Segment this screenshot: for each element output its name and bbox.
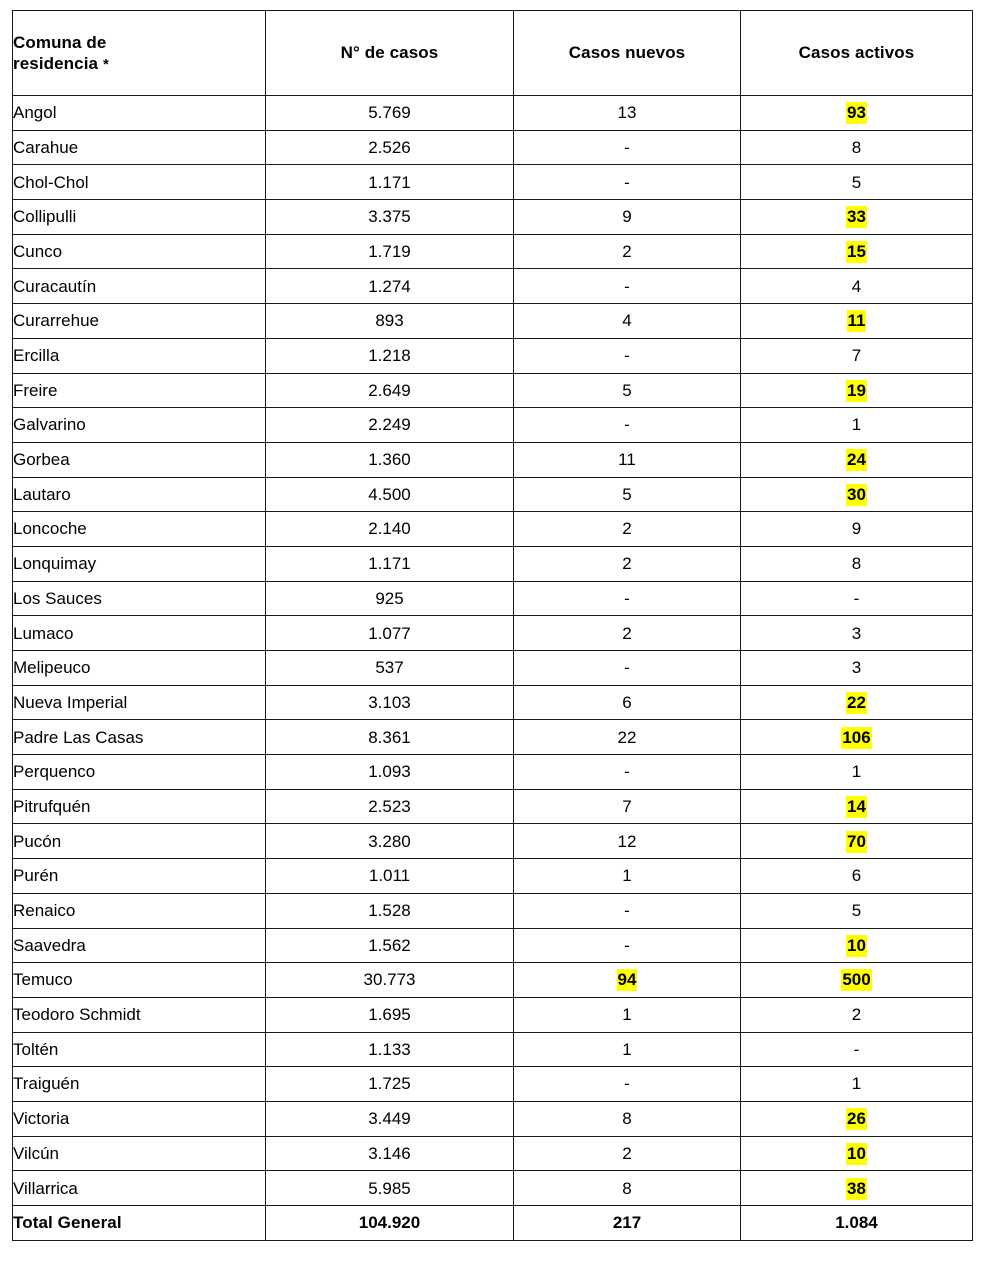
highlighted-value: 19: [847, 380, 866, 400]
casos-nuevos-cell: [514, 651, 741, 686]
casos-nuevos-cell: [514, 755, 741, 790]
casos-nuevos-cell: [514, 512, 741, 547]
value: 11: [618, 450, 636, 470]
total-casos-cell: [266, 581, 514, 616]
column-header-comuna: [13, 11, 266, 96]
table-row: [13, 893, 973, 928]
casos-activos-cell: [741, 1136, 973, 1171]
comuna-name-cell: Lumaco: [13, 616, 266, 651]
total-casos-cell: [266, 408, 514, 443]
casos-nuevos-cell: [514, 304, 741, 339]
total-casos-cell: [266, 616, 514, 651]
value: 7: [851, 346, 862, 366]
value: 9: [622, 207, 632, 227]
comuna-name-cell: Curacautín: [13, 269, 266, 304]
casos-nuevos-cell: [514, 789, 741, 824]
highlighted-value: 22: [847, 692, 866, 712]
casos-activos-cell: [741, 442, 973, 477]
casos-activos-cell: [741, 96, 973, 131]
table-row: [13, 651, 973, 686]
value: 2.249: [368, 415, 411, 435]
casos-activos-cell: [741, 616, 973, 651]
casos-nuevos-cell: [514, 408, 741, 443]
value: -: [624, 137, 630, 157]
comuna-name-cell: Teodoro Schmidt: [13, 997, 266, 1032]
value: 2: [622, 623, 632, 643]
value: 1.133: [368, 1039, 411, 1059]
casos-activos-cell: [741, 477, 973, 512]
total-casos-cell: [266, 859, 514, 894]
comuna-name-cell: Pucón: [13, 824, 266, 859]
table-row: [13, 512, 973, 547]
casos-activos-cell: [741, 685, 973, 720]
table-row: [13, 720, 973, 755]
table-row: [13, 685, 973, 720]
casos-activos-cell: [741, 1067, 973, 1102]
value: -: [624, 588, 630, 608]
total-casos-cell: [266, 1101, 514, 1136]
value: -: [624, 658, 630, 678]
casos-activos-cell: [741, 130, 973, 165]
value: 3: [851, 658, 862, 678]
casos-activos-cell: [741, 581, 973, 616]
casos-nuevos-cell: [514, 859, 741, 894]
total-casos-cell: [266, 651, 514, 686]
value: -: [624, 762, 630, 782]
value: 1.077: [368, 623, 411, 643]
total-casos-cell: [266, 720, 514, 755]
comuna-name-cell: Vilcún: [13, 1136, 266, 1171]
casos-nuevos-cell: [514, 477, 741, 512]
value: 8: [622, 1178, 632, 1198]
value: -: [624, 276, 630, 296]
comuna-name-cell: Villarrica: [13, 1171, 266, 1206]
table-row: [13, 581, 973, 616]
value: 1.093: [368, 762, 411, 782]
table-row: [13, 824, 973, 859]
table-row: [13, 997, 973, 1032]
casos-nuevos-cell: [514, 1171, 741, 1206]
value: 2.523: [368, 796, 411, 816]
value: 3.449: [368, 1109, 411, 1129]
casos-nuevos-cell: [514, 720, 741, 755]
total-casos-total-cell: 104.920: [266, 1206, 514, 1241]
value: 5.769: [368, 103, 411, 123]
column-header-comuna-line2: [13, 53, 265, 75]
value: 13: [617, 103, 637, 123]
total-row: [13, 1206, 973, 1241]
value: -: [624, 901, 630, 921]
value: 1: [851, 762, 862, 782]
casos-activos-cell: [741, 963, 973, 998]
comuna-name-cell: Chol-Chol: [13, 165, 266, 200]
casos-nuevos-cell: [514, 616, 741, 651]
casos-nuevos-cell: [514, 893, 741, 928]
value: 925: [375, 588, 404, 608]
total-casos-cell: [266, 1171, 514, 1206]
casos-activos-cell: [741, 997, 973, 1032]
comuna-name-cell: Pitrufquén: [13, 789, 266, 824]
value: 1.562: [368, 935, 411, 955]
total-casos-cell: [266, 477, 514, 512]
value: 7: [622, 796, 632, 816]
casos-nuevos-cell: [514, 442, 741, 477]
column-header-comuna-text: residencia: [13, 53, 99, 73]
table-row: [13, 338, 973, 373]
value: 12: [617, 831, 637, 851]
value: 1: [622, 866, 632, 886]
highlighted-value: 93: [847, 103, 866, 123]
casos-nuevos-cell: [514, 1136, 741, 1171]
total-casos-cell: [266, 755, 514, 790]
value: 5: [622, 484, 632, 504]
value: 8: [851, 554, 862, 574]
value: 2.526: [368, 137, 411, 157]
table-row: [13, 130, 973, 165]
comuna-name-cell: Ercilla: [13, 338, 266, 373]
table-body: [13, 96, 973, 1241]
comuna-name-cell: Victoria: [13, 1101, 266, 1136]
casos-activos-cell: [741, 1171, 973, 1206]
casos-activos-cell: [741, 720, 973, 755]
value: 1: [851, 415, 862, 435]
casos-activos-cell: [741, 373, 973, 408]
value: 2.649: [368, 380, 411, 400]
total-casos-cell: [266, 304, 514, 339]
comuna-name-cell: Renaico: [13, 893, 266, 928]
casos-activos-cell: [741, 651, 973, 686]
value: -: [624, 1074, 630, 1094]
highlighted-value: 11: [847, 311, 866, 331]
total-casos-cell: [266, 165, 514, 200]
highlighted-value: 33: [847, 207, 866, 227]
comuna-name-cell: Cunco: [13, 234, 266, 269]
casos-nuevos-cell: [514, 963, 741, 998]
casos-activos-cell: [741, 546, 973, 581]
table-row: [13, 963, 973, 998]
comuna-name-cell: Nueva Imperial: [13, 685, 266, 720]
table-row: [13, 928, 973, 963]
casos-nuevos-cell: [514, 130, 741, 165]
highlighted-value: 10: [847, 1143, 866, 1163]
comuna-name-cell: Loncoche: [13, 512, 266, 547]
value: 30.773: [363, 970, 416, 990]
value: -: [853, 588, 860, 608]
total-casos-cell: [266, 96, 514, 131]
casos-nuevos-cell: [514, 373, 741, 408]
comuna-name-cell: Los Sauces: [13, 581, 266, 616]
casos-nuevos-cell: [514, 1032, 741, 1067]
casos-activos-cell: [741, 234, 973, 269]
casos-nuevos-cell: [514, 269, 741, 304]
comuna-name-cell: Lautaro: [13, 477, 266, 512]
column-header-casos-activos: Casos activos: [741, 11, 973, 96]
highlighted-value: 24: [847, 450, 866, 470]
value: 4: [622, 311, 632, 331]
value: 8.361: [368, 727, 411, 747]
total-casos-cell: [266, 373, 514, 408]
highlighted-value: 70: [847, 831, 866, 851]
value: -: [853, 1039, 860, 1059]
table-row: [13, 408, 973, 443]
casos-nuevos-cell: [514, 824, 741, 859]
total-casos-cell: [266, 789, 514, 824]
value: 1.011: [368, 866, 411, 886]
comuna-name-cell: Angol: [13, 96, 266, 131]
comuna-name-cell: Curarrehue: [13, 304, 266, 339]
value: 537: [375, 658, 404, 678]
comuna-name-cell: Collipulli: [13, 200, 266, 235]
table-row: [13, 200, 973, 235]
total-casos-cell: [266, 130, 514, 165]
comuna-name-cell: Purén: [13, 859, 266, 894]
table-row: [13, 1171, 973, 1206]
casos-nuevos-cell: [514, 200, 741, 235]
casos-nuevos-cell: [514, 234, 741, 269]
casos-activos-cell: [741, 338, 973, 373]
comuna-name-cell: Carahue: [13, 130, 266, 165]
value: 1.171: [368, 554, 411, 574]
value: 8: [851, 137, 862, 157]
value: 1: [622, 1039, 632, 1059]
value: 4: [851, 276, 862, 296]
total-casos-cell: [266, 1136, 514, 1171]
table-row: [13, 1101, 973, 1136]
comuna-name-cell: Saavedra: [13, 928, 266, 963]
total-casos-cell: [266, 824, 514, 859]
casos-activos-cell: [741, 165, 973, 200]
value: 1.695: [368, 1005, 411, 1025]
value: 3.375: [368, 207, 411, 227]
table-row: [13, 96, 973, 131]
total-casos-cell: [266, 893, 514, 928]
table-row: [13, 859, 973, 894]
value: 5: [851, 172, 862, 192]
value: 9: [851, 519, 862, 539]
value: 4.500: [368, 484, 411, 504]
casos-activos-cell: [741, 304, 973, 339]
value: 1.171: [368, 172, 411, 192]
table-row: [13, 442, 973, 477]
highlighted-value: 106: [842, 727, 871, 747]
value: 1.360: [368, 450, 411, 470]
table-row: [13, 546, 973, 581]
column-header-casos-nuevos: Casos nuevos: [514, 11, 741, 96]
total-casos-cell: [266, 928, 514, 963]
highlighted-value: 14: [847, 796, 866, 816]
total-casos-cell: [266, 1067, 514, 1102]
casos-activos-cell: [741, 512, 973, 547]
total-casos-cell: [266, 546, 514, 581]
value: 5.985: [368, 1178, 411, 1198]
table-row: [13, 373, 973, 408]
total-casos-cell: [266, 269, 514, 304]
value: 3.280: [368, 831, 411, 851]
casos-activos-cell: [741, 1032, 973, 1067]
value: -: [624, 415, 630, 435]
total-casos-cell: [266, 963, 514, 998]
comuna-name-cell: Padre Las Casas: [13, 720, 266, 755]
total-casos-cell: [266, 442, 514, 477]
casos-activos-cell: [741, 1101, 973, 1136]
column-header-comuna-line1: Comuna de: [13, 32, 107, 52]
value: 893: [375, 311, 404, 331]
comuna-name-cell: Toltén: [13, 1032, 266, 1067]
highlighted-value: 38: [847, 1178, 866, 1198]
value: -: [624, 346, 630, 366]
casos-nuevos-cell: [514, 685, 741, 720]
casos-nuevos-total-cell: 217: [514, 1206, 741, 1241]
table-row: [13, 304, 973, 339]
value: 5: [851, 901, 862, 921]
comuna-name-cell: Galvarino: [13, 408, 266, 443]
total-casos-cell: [266, 338, 514, 373]
casos-activos-cell: [741, 928, 973, 963]
casos-activos-cell: [741, 200, 973, 235]
casos-activos-cell: [741, 789, 973, 824]
highlighted-value: 26: [847, 1109, 866, 1129]
value: 1: [622, 1005, 632, 1025]
comuna-name-cell: Perquenco: [13, 755, 266, 790]
highlighted-value: 30: [847, 484, 866, 504]
casos-nuevos-cell: [514, 96, 741, 131]
value: 1.725: [368, 1074, 411, 1094]
table-row: [13, 165, 973, 200]
casos-nuevos-cell: [514, 997, 741, 1032]
casos-nuevos-cell: [514, 1067, 741, 1102]
table-row: [13, 234, 973, 269]
casos-nuevos-cell: [514, 165, 741, 200]
value: -: [624, 935, 630, 955]
table-row: [13, 477, 973, 512]
highlighted-value: 500: [842, 970, 871, 990]
comuna-name-cell: Traiguén: [13, 1067, 266, 1102]
value: 6: [622, 692, 632, 712]
casos-activos-cell: [741, 755, 973, 790]
highlighted-value: 94: [617, 970, 637, 990]
value: 1.274: [368, 276, 411, 296]
table-row: [13, 755, 973, 790]
comuna-name-cell: Freire: [13, 373, 266, 408]
total-label-cell: Total General: [13, 1206, 266, 1241]
casos-nuevos-cell: [514, 338, 741, 373]
casos-nuevos-cell: [514, 581, 741, 616]
value: 5: [622, 380, 632, 400]
column-header-total-casos: N° de casos: [266, 11, 514, 96]
value: 22: [617, 727, 637, 747]
value: 2: [622, 519, 632, 539]
total-casos-cell: [266, 234, 514, 269]
table-row: [13, 269, 973, 304]
casos-activos-total-cell: 1.084: [741, 1206, 973, 1241]
value: 3.146: [368, 1143, 411, 1163]
casos-nuevos-cell: [514, 546, 741, 581]
comuna-name-cell: Gorbea: [13, 442, 266, 477]
casos-nuevos-cell: [514, 928, 741, 963]
total-casos-cell: [266, 685, 514, 720]
footnote-asterisk: *: [102, 55, 109, 73]
table-row: [13, 1136, 973, 1171]
value: 8: [622, 1109, 632, 1129]
total-casos-cell: [266, 1032, 514, 1067]
table-row: [13, 789, 973, 824]
table-row: [13, 616, 973, 651]
value: 2: [622, 1143, 632, 1163]
highlighted-value: 15: [847, 241, 866, 261]
comuna-name-cell: Temuco: [13, 963, 266, 998]
value: 6: [851, 866, 862, 886]
value: 2: [851, 1005, 862, 1025]
casos-activos-cell: [741, 269, 973, 304]
casos-activos-cell: [741, 824, 973, 859]
total-casos-cell: [266, 997, 514, 1032]
table-row: [13, 1067, 973, 1102]
value: 2: [622, 241, 632, 261]
value: 2: [622, 554, 632, 574]
cases-by-comuna-table: [12, 10, 973, 1241]
casos-activos-cell: [741, 859, 973, 894]
value: 2.140: [368, 519, 411, 539]
comuna-name-cell: Lonquimay: [13, 546, 266, 581]
value: 3: [851, 623, 862, 643]
casos-activos-cell: [741, 893, 973, 928]
header-row: [13, 11, 973, 96]
value: 1.719: [368, 241, 411, 261]
casos-nuevos-cell: [514, 1101, 741, 1136]
total-casos-cell: [266, 512, 514, 547]
value: -: [624, 172, 630, 192]
value: 1.528: [368, 901, 411, 921]
table-row: [13, 1032, 973, 1067]
highlighted-value: 10: [847, 935, 866, 955]
table-header: [13, 11, 973, 96]
value: 1.218: [368, 346, 411, 366]
casos-activos-cell: [741, 408, 973, 443]
total-casos-cell: [266, 200, 514, 235]
value: 1: [851, 1074, 862, 1094]
value: 3.103: [368, 692, 411, 712]
comuna-name-cell: Melipeuco: [13, 651, 266, 686]
